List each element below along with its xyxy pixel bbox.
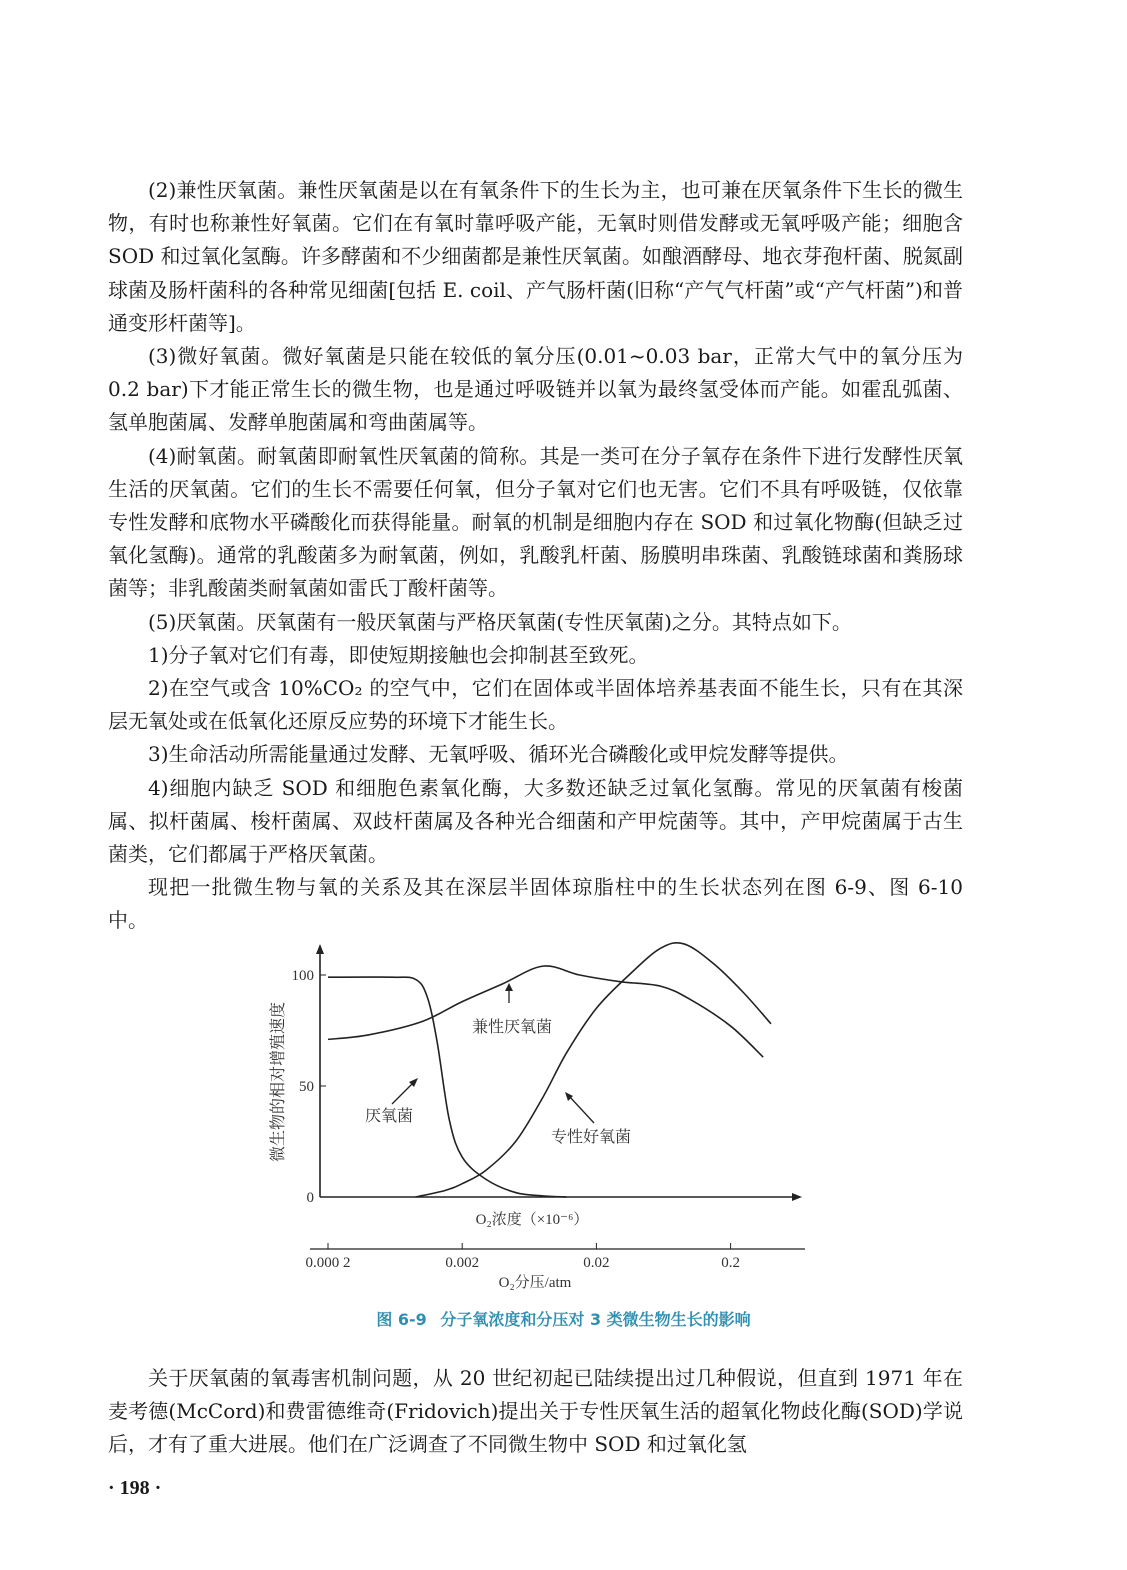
x-axis-label: O₂浓度（×10⁻⁶） [475,1212,589,1228]
paragraph-item-3: 3)生命活动所需能量通过发酵、无氧呼吸、循环光合磷酸化或甲烷发酵等提供。 [148,742,849,767]
caption-text: 分子氧浓度和分压对 3 类微生物生长的影响 [440,1310,751,1329]
paragraph-facultative-anaerobes: (2)兼性厌氧菌。兼性厌氧菌是以在有氧条件下的生长为主，也可兼在厌氧条件下生长的微生物，有时也称兼性好氧菌。它们在有氧时靠呼吸产能，无氧时则借发酵或无氧呼吸产能；细胞含 SOD 和过氧化氢酶。许多酵菌和不少细菌都是兼性厌氧菌。如酿酒酵母、地衣芽孢杆菌、脱氮副球菌及肠杆菌科的各种常见细菌[包括 E. coil、产气肠杆菌(旧称“产气气杆菌”或“产气杆菌”)和普通变形杆菌等]。 [108,178,963,335]
series-label-facultative: 兼性厌氧菌 [471,1019,553,1036]
series-label-anaerobe: 厌氧菌 [364,1108,414,1125]
x-tick-label: 0.2 [721,1255,740,1271]
paragraph-sod-theory: 关于厌氧菌的氧毒害机制问题，从 20 世纪初起已陆续提出过几种假说，但直到 1971 年在麦考德(McCord)和费雷德维奇(Fridovich)提出关于专性厌氧生活的超氧化物歧化酶(SOD)学说后，才有了重大进展。他们在广泛调查了不同微生物中 SOD 和过氧化氢 [108,1366,963,1457]
y-tick-label: 50 [299,1079,314,1095]
x-tick-label: 0.02 [583,1255,610,1271]
chart-labels [269,983,631,1291]
paragraph-item-2: 2)在空气或含 10%CO₂ 的空气中，它们在固体或半固体培养基表面不能生长，只有在其深层无氧处或在低氧化还原反应势的环境下才能生长。 [108,676,963,734]
series-facultative-anaerobe [328,966,763,1057]
chart-axes [310,944,805,1249]
chart-series [328,943,771,1197]
paragraph-microaerophiles: (3)微好氧菌。微好氧菌是只能在较低的氧分压(0.01~0.03 bar，正常大气中的氧分压为 0.2 bar)下才能正常生长的微生物，也是通过呼吸链并以氧为最终氢受体而产能。如霍乱弧菌、氢单胞菌属、发酵单胞菌属和弯曲菌属等。 [108,344,963,435]
series-label-aerobe: 专性好氧菌 [550,1129,632,1146]
x-tick-label: 0.000 2 [305,1255,351,1271]
x-axis-arrow [792,1193,802,1201]
x-tick-label: 0.002 [445,1255,480,1271]
paragraph-aerotolerant: (4)耐氧菌。耐氧菌即耐氧性厌氧菌的简称。其是一类可在分子氧存在条件下进行发酵性厌氧生活的厌氧菌。它们的生长不需要任何氧，但分子氧对它们也无害。它们不具有呼吸链，仅依靠专性发酵和底物水平磷酸化而获得能量。耐氧的机制是细胞内存在 SOD 和过氧化物酶(但缺乏过氧化氢酶)。通常的乳酸菌多为耐氧菌，例如，乳酸乳杆菌、肠膜明串珠菌、乳酸链球菌和粪肠球菌等；非乳酸菌类耐氧菌如雷氏丁酸杆菌等。 [108,443,963,601]
y-axis-arrow [316,944,324,954]
caption-number: 图 6-9 [376,1310,427,1329]
y-axis-label: 微生物的相对增殖速度 [270,1001,287,1163]
y-tick-label: 0 [306,1190,314,1206]
figure-6-9 [250,940,830,1300]
figure-caption [0,1307,1127,1330]
page-number: · 198 · [108,1477,162,1499]
body-text-top [108,174,963,938]
paragraph-figure-intro: 现把一批微生物与氧的关系及其在深层半固体琼脂柱中的生长状态列在图 6-9、图 6-10 中。 [108,875,963,933]
paragraph-item-4: 4)细胞内缺乏 SOD 和细胞色素氧化酶，大多数还缺乏过氧化氢酶。常见的厌氧菌有梭菌属、拟杆菌属、梭杆菌属、双歧杆菌属及各种光合细菌和产甲烷菌等。其中，产甲烷菌属于古生菌类，它们都属于严格厌氧菌。 [108,775,963,867]
series-obligate-aerobe [416,943,771,1197]
paragraph-item-1: 1)分子氧对它们有毒，即使短期接触也会抑制甚至致死。 [148,642,649,667]
x-axis-label-2: O₂分压/atm [498,1275,572,1291]
annotation-arrows [392,983,594,1123]
body-text-bottom [108,1362,963,1462]
y-tick-label: 100 [291,968,314,984]
oxygen-growth-chart [250,940,830,1300]
paragraph-anaerobes: (5)厌氧菌。厌氧菌有一般厌氧菌与严格厌氧菌(专性厌氧菌)之分。其特点如下。 [148,609,852,634]
